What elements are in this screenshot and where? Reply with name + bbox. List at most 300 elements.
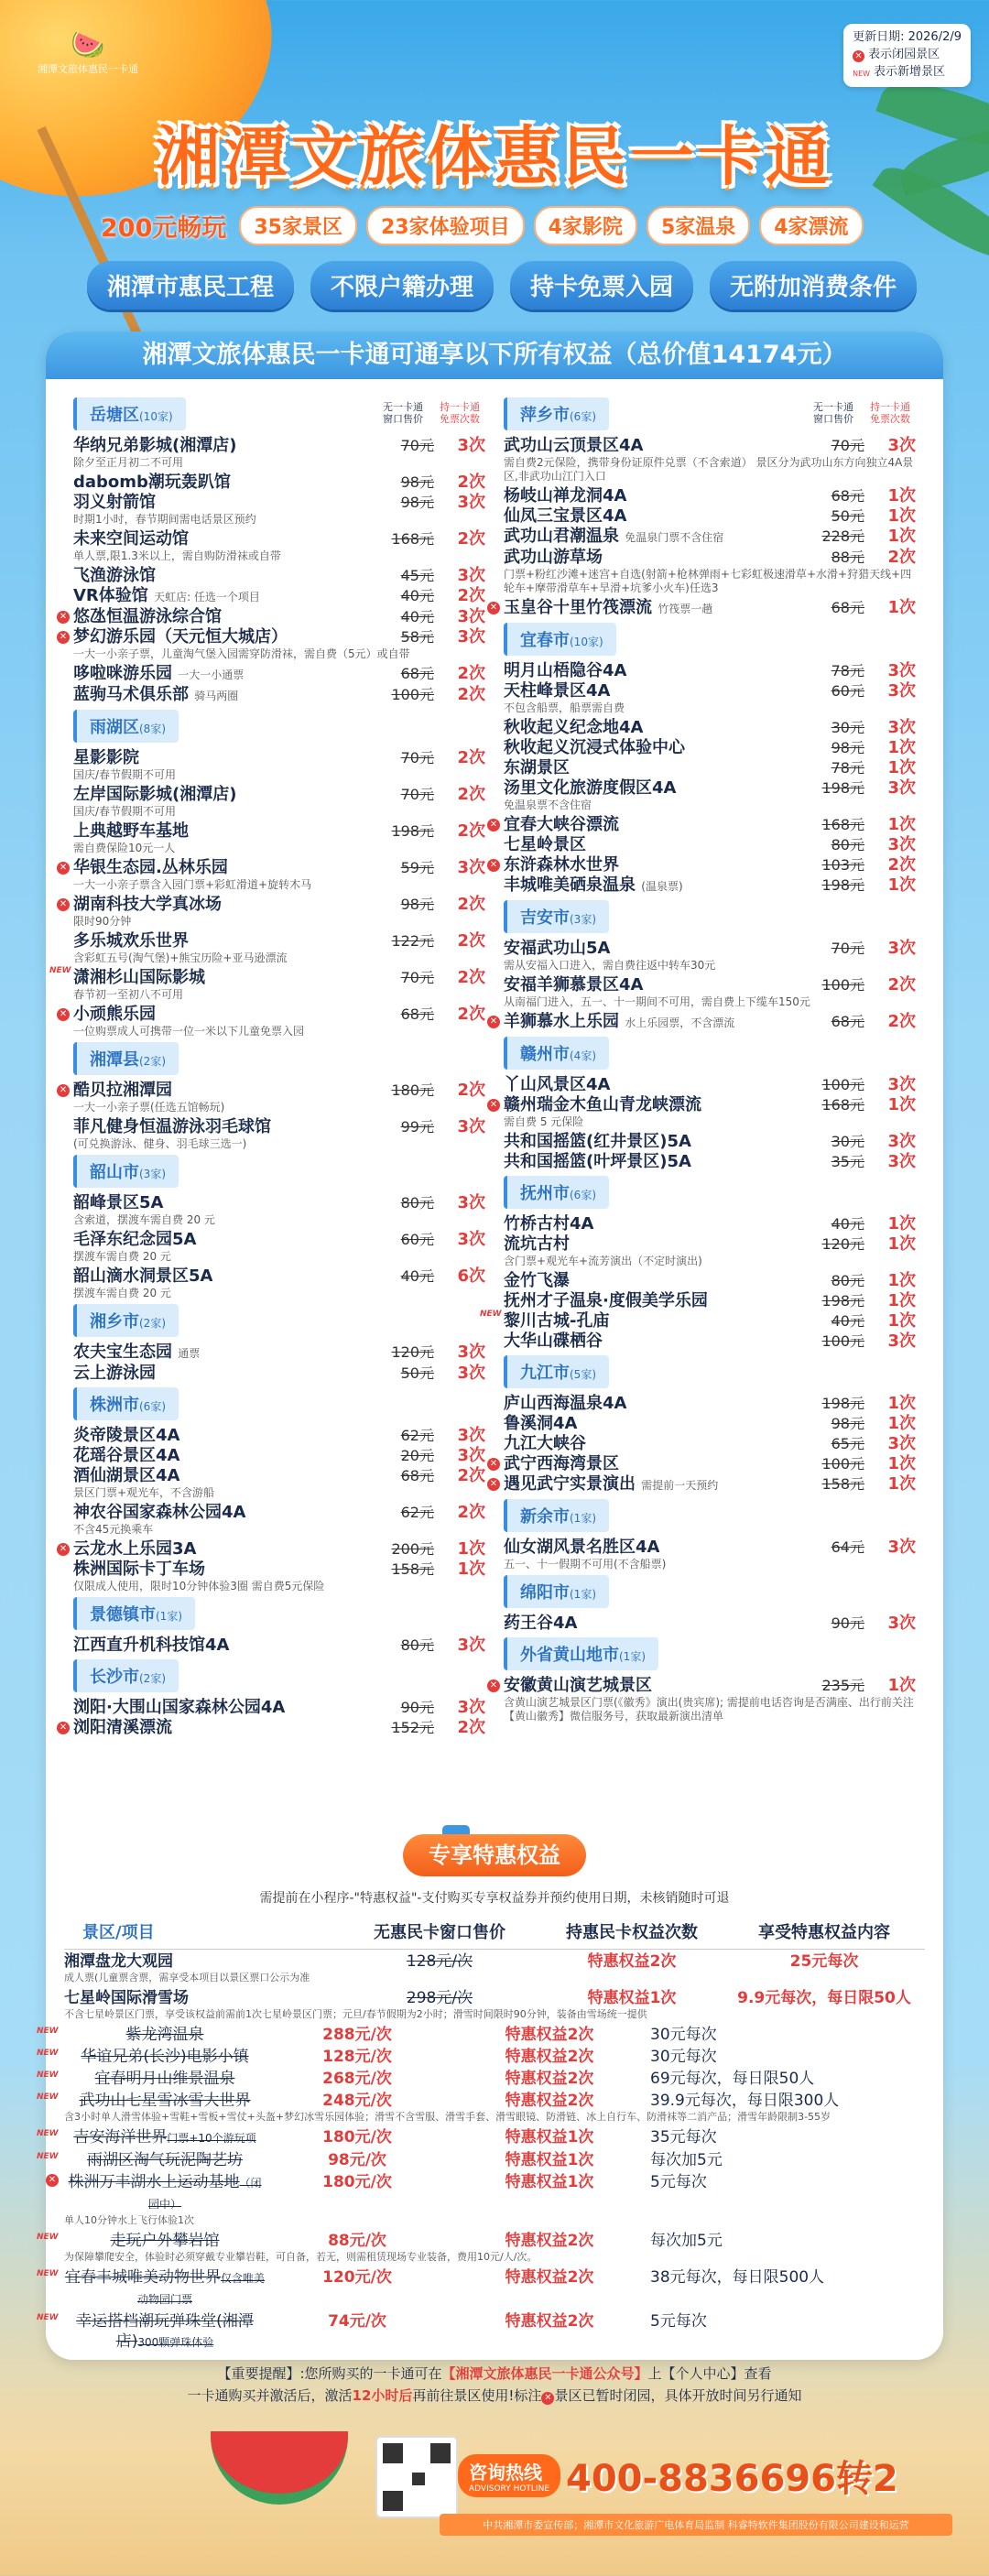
item-title: 流坑古村 xyxy=(504,1234,570,1254)
list-item[interactable] xyxy=(489,1474,916,1495)
list-item[interactable] xyxy=(504,1414,916,1434)
item-name xyxy=(73,493,379,513)
item-times: 3次 xyxy=(457,858,485,877)
category-header xyxy=(504,1355,916,1388)
list-item[interactable] xyxy=(504,939,916,959)
item-price: 68元 xyxy=(400,1467,434,1484)
list-item[interactable] xyxy=(73,931,485,951)
item-name xyxy=(73,1539,379,1560)
list-item[interactable] xyxy=(489,1676,916,1696)
item-title: 武功山游草场 xyxy=(504,548,603,567)
special-row[interactable] xyxy=(64,1986,925,2008)
list-item[interactable] xyxy=(489,1012,916,1033)
special-content: 5元每次 xyxy=(650,2173,707,2191)
item-name xyxy=(73,586,379,607)
watermelon-decoration xyxy=(211,2431,348,2505)
special-price: 268元/次 xyxy=(322,2070,392,2088)
list-item[interactable] xyxy=(504,1331,916,1352)
item-name xyxy=(504,1538,810,1558)
item-price: 70元 xyxy=(400,749,434,766)
item-times: 1次 xyxy=(887,1234,916,1254)
category-label: 绵阳市 xyxy=(520,1583,570,1603)
tag-no-extra: 无附加消费条件 xyxy=(710,261,917,310)
new-icon: NEW xyxy=(49,966,71,975)
item-name xyxy=(504,548,810,568)
category-header xyxy=(504,1037,916,1070)
item-times: 1次 xyxy=(887,1095,916,1114)
item-price: 40元 xyxy=(831,1312,864,1330)
item-price: 103元 xyxy=(821,856,864,874)
item-tag: 竹筏票一趟 xyxy=(658,603,713,615)
item-times: 2次 xyxy=(457,1081,485,1100)
item-name xyxy=(73,1446,379,1466)
item-times: 2次 xyxy=(457,685,485,704)
item-title: 丫山风景区4A xyxy=(504,1075,611,1094)
item-title: 云龙水上乐园3A xyxy=(73,1539,197,1559)
item-price: 100元 xyxy=(821,976,864,994)
item-note: 春节初一至初八不可用 xyxy=(73,988,184,1001)
special-row[interactable] xyxy=(48,2170,925,2214)
legend-new: 表示新增景区 xyxy=(874,64,946,79)
item-name xyxy=(73,436,379,456)
note-1c: 上【个人中心】查看 xyxy=(647,2365,772,2382)
list-item[interactable] xyxy=(504,1614,916,1634)
list-item[interactable] xyxy=(504,1132,916,1152)
list-item[interactable] xyxy=(73,1193,485,1213)
special-name xyxy=(64,2127,266,2148)
special-title: 走玩户外攀岩馆 xyxy=(110,2232,220,2250)
item-note: (可兑换游泳、健身、羽毛球三选一) xyxy=(73,1137,247,1150)
item-times: 1次 xyxy=(887,1214,916,1234)
item-name xyxy=(504,506,810,527)
special-name xyxy=(64,2025,266,2045)
item-times: 1次 xyxy=(887,738,916,757)
category-header xyxy=(504,1637,916,1670)
item-name xyxy=(504,436,810,456)
new-icon: NEW xyxy=(37,2027,59,2036)
item-price: 60元 xyxy=(400,1231,434,1248)
list-item[interactable] xyxy=(504,1075,916,1095)
list-item[interactable] xyxy=(73,1426,485,1446)
list-item[interactable] xyxy=(504,778,916,799)
list-item[interactable] xyxy=(59,1005,485,1025)
item-times: 3次 xyxy=(457,1342,485,1362)
closed-icon: ✕ xyxy=(57,631,70,644)
item-times: 3次 xyxy=(887,835,916,854)
special-title: 株洲万丰湖水上运动基地 xyxy=(68,2173,240,2191)
special-row[interactable] xyxy=(64,1950,925,1972)
category-count: (1家) xyxy=(570,1588,596,1601)
new-icon: NEW xyxy=(37,2092,59,2102)
special-name xyxy=(64,1951,339,1972)
special-times: 特惠权益2次 xyxy=(505,2026,594,2044)
special-note: 含3小时单人滑雪体验+雪鞋+雪板+雪仗+头盔+梦幻冰雪乐园体验；滑雪不含雪服、滑雪手套、滑雪眼镜、防滑链、冰上自行车、防滑袜等二消产品；滑雪年龄限制3-55岁 xyxy=(64,2111,831,2123)
item-note: 景区门票+观光车，不含游船 xyxy=(73,1486,215,1499)
item-times: 3次 xyxy=(887,939,916,958)
item-title: 秋收起义纪念地4A xyxy=(504,718,644,737)
item-times: 2次 xyxy=(457,473,485,492)
special-title: 雨湖区淘气玩泥陶艺坊 xyxy=(87,2151,243,2169)
category-count: (3家) xyxy=(570,913,596,926)
list-item[interactable] xyxy=(504,1291,916,1311)
item-price: 100元 xyxy=(821,1455,864,1473)
special-tag: 门票+10个游玩项 xyxy=(167,2132,256,2145)
list-item[interactable] xyxy=(73,586,485,607)
special-price: 298元/次 xyxy=(406,1989,473,2007)
category-header xyxy=(504,397,916,430)
item-price: 40元 xyxy=(400,587,434,604)
list-item[interactable] xyxy=(73,1466,485,1486)
page-title: 湘潭文旅体惠民一卡通 xyxy=(156,119,833,194)
item-name xyxy=(504,1075,810,1095)
item-title: 汤里文化旅游度假区4A xyxy=(504,778,677,798)
list-item[interactable] xyxy=(504,1152,916,1172)
category-count: (6家) xyxy=(570,410,596,423)
list-item[interactable] xyxy=(504,835,916,855)
item-times: 2次 xyxy=(457,1005,485,1024)
item-name xyxy=(73,1560,379,1580)
special-row[interactable] xyxy=(37,2310,925,2353)
special-row[interactable] xyxy=(37,2023,925,2045)
item-title: 星影影院 xyxy=(73,748,139,767)
item-price: 78元 xyxy=(831,662,864,679)
list-item[interactable] xyxy=(489,1454,916,1474)
list-item[interactable] xyxy=(73,1698,485,1718)
item-price: 70元 xyxy=(831,437,864,454)
item-price: 40元 xyxy=(831,1215,864,1233)
tag-no-hukou: 不限户籍办理 xyxy=(310,261,494,310)
list-item[interactable] xyxy=(504,486,916,506)
list-item[interactable] xyxy=(73,1266,485,1287)
item-name xyxy=(73,529,379,549)
category-label: 雨湖区 xyxy=(90,718,139,737)
category-tag xyxy=(504,1575,609,1608)
category-tag xyxy=(73,1304,179,1337)
item-note: 含索道，摆渡车需自费 20 元 xyxy=(73,1213,215,1226)
item-note: 时期1小时，春节期间需电话景区预约 xyxy=(73,513,256,526)
item-times: 1次 xyxy=(887,1311,916,1331)
item-name xyxy=(504,1394,810,1414)
special-note: 成人票(儿童票含票，需享受本项目以景区票口公示为准 xyxy=(64,1972,310,1984)
special-times: 特惠权益2次 xyxy=(505,2070,594,2088)
closed-icon: ✕ xyxy=(487,859,500,872)
list-item[interactable] xyxy=(73,1342,485,1364)
item-title: 仙凤三宝景区4A xyxy=(504,506,627,526)
list-item[interactable] xyxy=(504,875,916,897)
note-1a: 【重要提醒】:您所购买的一卡通可在 xyxy=(217,2365,442,2382)
item-title: 酒仙湖景区4A xyxy=(73,1466,180,1485)
hotline-number[interactable]: 400-8836696转2 xyxy=(566,2458,898,2500)
item-name xyxy=(504,1234,810,1255)
update-date: 更新日期: 2026/2/9 xyxy=(853,30,962,44)
note-1b[interactable]: 【湘潭文旅体惠民一卡通公众号】 xyxy=(441,2365,648,2382)
item-price: 120元 xyxy=(821,1235,864,1253)
item-title: 鲁溪洞4A xyxy=(504,1414,578,1433)
item-times: 3次 xyxy=(457,436,485,455)
item-price: 60元 xyxy=(831,682,864,700)
list-item[interactable] xyxy=(73,436,485,456)
item-note: 从南福门进入，五一、十一期间不可用，需自费上下缆车150元 xyxy=(504,995,810,1008)
closed-icon: ✕ xyxy=(541,2392,554,2405)
item-title: 华纳兄弟影城(湘潭店) xyxy=(73,436,237,455)
item-name xyxy=(73,473,379,493)
list-item[interactable] xyxy=(504,506,916,527)
list-item[interactable] xyxy=(73,493,485,513)
list-item[interactable] xyxy=(73,821,485,842)
list-item[interactable] xyxy=(73,1560,485,1580)
list-item[interactable] xyxy=(49,966,485,988)
list-item[interactable] xyxy=(504,1434,916,1454)
item-title: 遇见武宁实景演出 xyxy=(504,1474,636,1494)
category-count: (2家) xyxy=(139,1317,166,1330)
hotline[interactable] xyxy=(458,2450,898,2502)
item-price: 168元 xyxy=(821,1096,864,1114)
special-row[interactable] xyxy=(37,2089,925,2111)
list-item[interactable] xyxy=(59,607,485,627)
list-item[interactable] xyxy=(504,436,916,456)
item-name xyxy=(73,1698,379,1718)
list-item[interactable] xyxy=(504,661,916,681)
special-price: 288元/次 xyxy=(322,2026,392,2044)
list-item[interactable] xyxy=(489,598,916,619)
item-note: 不含45元换乘车 xyxy=(73,1523,154,1536)
category-label: 赣州市 xyxy=(520,1045,570,1064)
item-name xyxy=(73,785,379,805)
item-title: 花瑶谷景区4A xyxy=(73,1446,180,1465)
item-price: 80元 xyxy=(400,1636,434,1654)
item-price: 80元 xyxy=(831,836,864,853)
closed-icon: ✕ xyxy=(57,1008,70,1021)
category-label: 萍乡市 xyxy=(520,406,570,425)
special-times: 特惠权益1次 xyxy=(505,2128,594,2147)
item-times: 2次 xyxy=(457,968,485,987)
item-title: 华银生态园.丛林乐园 xyxy=(73,858,228,877)
list-item[interactable] xyxy=(504,975,916,995)
item-title: 蓝驹马术俱乐部 xyxy=(73,685,189,704)
item-title: 丰城唯美硒泉温泉 xyxy=(504,875,636,895)
category-count: (6家) xyxy=(139,1400,166,1413)
closed-icon: ✕ xyxy=(487,1458,500,1471)
category-count: (5家) xyxy=(570,1368,596,1381)
category-tag xyxy=(73,397,186,430)
category-label: 湘乡市 xyxy=(90,1312,139,1331)
item-name xyxy=(504,1291,810,1311)
list-item[interactable] xyxy=(73,1636,485,1656)
item-times: 2次 xyxy=(887,1012,916,1031)
item-title: 云上游泳园 xyxy=(73,1364,156,1383)
item-price: 68元 xyxy=(400,1005,434,1023)
list-item[interactable] xyxy=(504,738,916,758)
item-price: 122元 xyxy=(391,932,434,950)
list-item[interactable] xyxy=(480,1310,916,1331)
item-name xyxy=(504,1311,810,1331)
chip-experience: 23家体验项目 xyxy=(366,206,525,245)
item-name xyxy=(73,1342,379,1364)
col-price-header: 无一卡通 窗口售价 xyxy=(383,401,423,425)
item-tag: 天虹店: 任选一个项目 xyxy=(154,591,260,603)
item-title: 九江大峡谷 xyxy=(504,1434,586,1453)
category-tag xyxy=(504,1499,609,1532)
category-count: (2家) xyxy=(139,1672,166,1685)
item-title: 共和国摇篮(叶坪景区)5A xyxy=(504,1152,691,1171)
special-name xyxy=(64,2311,266,2353)
item-title: 东湖景区 xyxy=(504,758,570,777)
item-price: 180元 xyxy=(391,1081,434,1099)
list-item[interactable] xyxy=(504,527,916,548)
special-times: 特惠权益2次 xyxy=(505,2048,594,2066)
list-item[interactable] xyxy=(59,627,485,647)
category-label: 抚州市 xyxy=(520,1184,570,1203)
new-icon: NEW xyxy=(37,2152,59,2161)
item-price: 90元 xyxy=(400,1699,434,1716)
category-header xyxy=(73,397,485,430)
list-item[interactable] xyxy=(59,895,485,915)
list-item[interactable] xyxy=(504,1538,916,1558)
item-times: 1次 xyxy=(887,527,916,546)
list-item[interactable] xyxy=(504,1234,916,1255)
list-item[interactable] xyxy=(504,681,916,701)
item-name xyxy=(504,681,810,701)
category-count: (2家) xyxy=(139,1055,166,1068)
special-name xyxy=(64,2069,266,2089)
special-row[interactable] xyxy=(37,2067,925,2089)
item-title: 湖南科技大学真冰场 xyxy=(73,895,222,914)
category-label: 吉安市 xyxy=(520,908,570,928)
list-item[interactable] xyxy=(504,548,916,568)
item-name xyxy=(504,875,810,897)
special-name xyxy=(64,2150,266,2170)
list-item[interactable] xyxy=(59,1539,485,1560)
item-name xyxy=(73,1230,379,1250)
item-name xyxy=(73,968,379,988)
special-title: 湘潭盘龙大观园 xyxy=(64,1952,173,1971)
special-name xyxy=(64,2267,266,2310)
category-header xyxy=(73,710,485,743)
list-item[interactable] xyxy=(59,1718,485,1738)
item-name xyxy=(73,931,379,951)
list-item[interactable] xyxy=(73,664,485,685)
list-item[interactable] xyxy=(73,529,485,549)
item-name xyxy=(504,1454,810,1474)
item-title: 明月山梧隐谷4A xyxy=(504,661,627,680)
item-name xyxy=(73,1364,379,1384)
list-item[interactable] xyxy=(504,1394,916,1414)
item-price: 198元 xyxy=(821,1292,864,1310)
item-name xyxy=(73,1266,379,1287)
list-item[interactable] xyxy=(73,748,485,768)
item-price: 168元 xyxy=(391,530,434,548)
category-header xyxy=(504,623,916,656)
item-title: 安福武功山5A xyxy=(504,939,611,958)
category-header xyxy=(504,1176,916,1209)
special-row[interactable] xyxy=(37,2148,925,2170)
category-count: (3家) xyxy=(139,1168,166,1180)
list-item[interactable] xyxy=(73,1446,485,1466)
special-times: 特惠权益2次 xyxy=(505,2268,594,2287)
item-title: 赣州瑞金木鱼山青龙峡漂流 xyxy=(504,1095,701,1114)
list-item[interactable] xyxy=(489,815,916,835)
list-item[interactable] xyxy=(489,855,916,875)
special-row[interactable] xyxy=(37,2125,925,2148)
category-tag xyxy=(73,1659,179,1692)
category-header xyxy=(504,1499,916,1532)
item-times: 6次 xyxy=(457,1266,485,1286)
item-price: 80元 xyxy=(831,1272,864,1289)
list-item[interactable] xyxy=(504,758,916,778)
category-tag xyxy=(504,1176,609,1209)
item-title: 多乐城欢乐世界 xyxy=(73,931,189,951)
item-price: 35元 xyxy=(831,1153,864,1170)
item-times: 1次 xyxy=(457,1560,485,1579)
special-row[interactable] xyxy=(37,2266,925,2310)
item-title: 浏阳清溪漂流 xyxy=(73,1718,172,1737)
chip-scenic: 35家景区 xyxy=(239,206,357,245)
list-item[interactable] xyxy=(73,473,485,493)
item-note: 一位购票成人可携带一位一米以下儿童免票入园 xyxy=(73,1025,305,1038)
list-item[interactable] xyxy=(73,566,485,586)
list-item[interactable] xyxy=(73,1230,485,1250)
item-title: 抚州才子温泉·度假美学乐园 xyxy=(504,1291,708,1310)
category-label: 宜春市 xyxy=(520,631,570,650)
item-title: 梦幻游乐园（天元恒大城店） xyxy=(73,627,288,647)
special-content: 30元每次 xyxy=(650,2026,717,2044)
list-item[interactable] xyxy=(73,1503,485,1523)
item-times: 1次 xyxy=(887,598,916,617)
list-item[interactable] xyxy=(59,1081,485,1101)
special-tag: （闭园中） xyxy=(147,2177,262,2211)
new-icon: NEW xyxy=(37,2313,59,2322)
list-item[interactable] xyxy=(59,858,485,878)
item-name xyxy=(504,598,810,619)
item-note: 国庆/春节假期不可用 xyxy=(73,768,177,781)
list-item[interactable] xyxy=(73,1364,485,1384)
special-table-header xyxy=(64,1914,925,1950)
category-count: (10家) xyxy=(570,636,603,648)
item-title: 左岸国际影城(湘潭店) xyxy=(73,785,237,804)
special-row[interactable] xyxy=(37,2229,925,2251)
item-note: 免温泉票不含住宿 xyxy=(504,799,592,811)
list-item[interactable] xyxy=(504,718,916,738)
list-item[interactable] xyxy=(73,785,485,805)
item-note: 摆渡车需自费 20 元 xyxy=(73,1287,171,1299)
special-content: 每次加5元 xyxy=(650,2232,723,2250)
item-times: 1次 xyxy=(887,486,916,505)
item-tag: 免温泉门票不含住宿 xyxy=(625,531,724,544)
item-price: 98元 xyxy=(831,1415,864,1432)
list-item[interactable] xyxy=(73,685,485,706)
special-times: 特惠权益1次 xyxy=(587,1989,677,2007)
qr-code[interactable] xyxy=(375,2436,458,2518)
item-note: 门票+粉红沙滩+迷宫+自选(射箭+枪林弹雨+七彩虹极速滑草+水滑+狩猎天线+四轮车+摩带滑草车+旱滑+坑爹小火车)任选3 xyxy=(504,568,912,594)
item-title: 江西直升机科技馆4A xyxy=(73,1636,230,1655)
item-note: 含黄山演艺城景区门票(《徽秀》演出(贵宾席); 需提前电话咨询是否满座、出行前关注【黄山徽秀】微信服务号，获取最新演出清单 xyxy=(504,1696,914,1723)
item-times: 2次 xyxy=(457,895,485,914)
list-item[interactable] xyxy=(73,1117,485,1137)
list-item[interactable] xyxy=(504,1214,916,1234)
list-item[interactable] xyxy=(504,1271,916,1291)
item-title: 悠氹恒温游泳综合馆 xyxy=(73,607,222,626)
list-item[interactable] xyxy=(489,1095,916,1115)
item-price: 45元 xyxy=(400,567,434,584)
item-price: 200元 xyxy=(391,1540,434,1558)
item-times: 2次 xyxy=(457,785,485,804)
special-price: 98元/次 xyxy=(328,2151,386,2169)
item-price: 40元 xyxy=(400,1267,434,1285)
item-name xyxy=(73,1117,379,1137)
item-title: 仙女湖风景名胜区4A xyxy=(504,1538,660,1557)
special-content: 5元每次 xyxy=(650,2312,707,2331)
special-row[interactable] xyxy=(37,2045,925,2067)
